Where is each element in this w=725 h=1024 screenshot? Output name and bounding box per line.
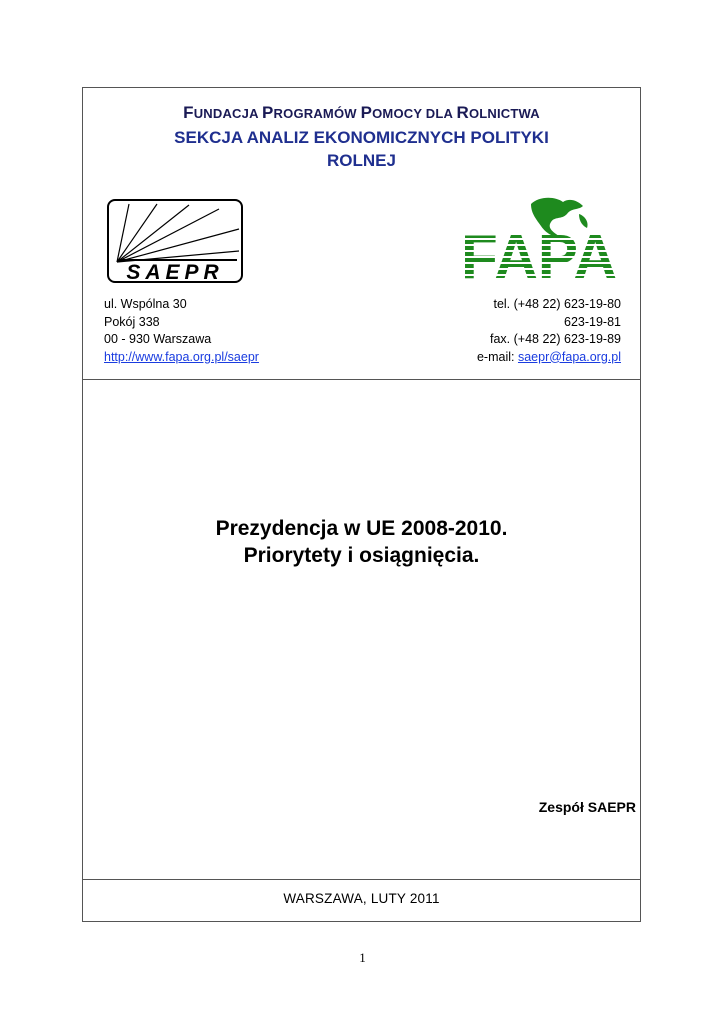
street: ul. Wspólna 30 — [104, 297, 187, 311]
header-section — [83, 88, 640, 380]
foundation-name — [83, 103, 640, 123]
fax: fax. (+48 22) 623-19-89 — [490, 332, 621, 346]
author: Zespół SAEPR — [538, 799, 636, 815]
place-date: WARSZAWA, LUTY 2011 — [283, 891, 440, 906]
org-part: P — [262, 103, 274, 122]
org-part: OLNICTWA — [468, 106, 540, 121]
telephone-2: 623-19-81 — [564, 314, 621, 329]
section-name-line2: ROLNEJ — [327, 151, 396, 170]
room: Pokój 338 — [104, 314, 160, 329]
footer-section — [83, 879, 640, 921]
org-part: F — [183, 103, 194, 122]
document-title — [83, 515, 640, 569]
saepr-logo — [107, 199, 243, 283]
telephone: tel. (+48 22) 623-19-80 — [493, 297, 621, 311]
section-name-line1: SEKCJA ANALIZ EKONOMICZNYCH POLITYKI — [174, 128, 549, 147]
page-number: 1 — [359, 950, 366, 965]
email-label: e-mail: — [476, 349, 518, 364]
city: 00 - 930 Warszawa — [104, 332, 212, 346]
email-link[interactable]: saepr@fapa.org.pl — [517, 349, 621, 364]
title-line2: Priorytety i osiągnięcia. — [243, 544, 480, 567]
title-line1: Prezydencja w UE 2008-2010. — [215, 517, 508, 540]
contact-info — [477, 296, 621, 366]
org-part: UNDACJA — [193, 106, 262, 121]
org-part: ROGRAMÓW — [273, 106, 361, 121]
org-part: R — [456, 103, 469, 122]
org-part: P — [360, 103, 373, 122]
website-link[interactable]: http://www.fapa.org.pl/saepr — [104, 349, 259, 364]
fapa-logo — [459, 192, 619, 282]
saepr-logo-text: SAEPR — [126, 261, 224, 283]
document-frame — [82, 87, 641, 922]
postal-address — [104, 296, 259, 366]
org-part: OMOCY DLA — [372, 106, 457, 121]
